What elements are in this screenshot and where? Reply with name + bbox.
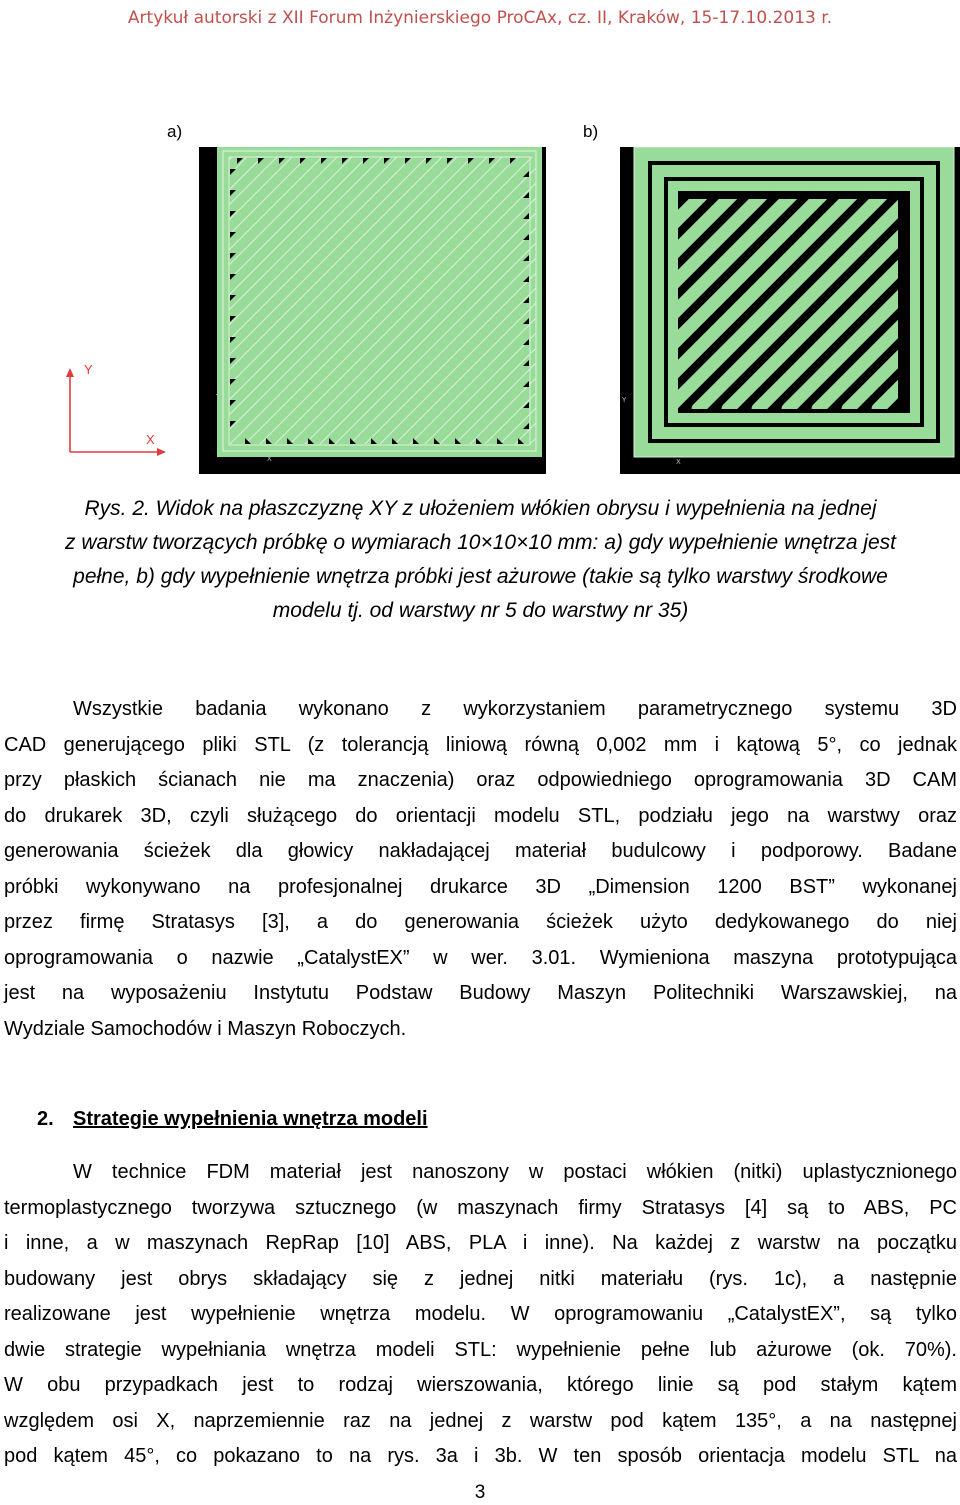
raster-line xyxy=(544,155,546,445)
x-axis-label: X xyxy=(146,432,155,447)
caption-line: modelu tj. od warstwy nr 5 do warstwy nr 35) xyxy=(272,599,689,622)
text-line: CAD generującego pliki STL (z tolerancją liniową równą 0,002 mm i kątową 5°, co jednak xyxy=(4,733,957,756)
text-line: przy płaskich ścianach nie ma znaczenia) oraz odpowiedniego oprogramowania 3D CAM xyxy=(4,769,957,791)
full-fill-toolpath-image xyxy=(199,147,546,474)
text-line: dwie strategie wypełniania wnętrza modeli STL: wypełnienie pełne lub ażurowe (ok. 70%). xyxy=(4,1338,957,1361)
figure-label-b: b) xyxy=(583,122,599,141)
caption-line: Rys. 2. Widok na płaszczyznę XY z ułożeniem włókien obrysu i wypełnienia na jednej xyxy=(84,497,877,520)
caption-line: pełne, b) gdy wypełnienie wnętrza próbki jest ażurowe (takie są tylko warstwy środkowe xyxy=(73,565,888,588)
figure-panel-b-sparse-fill xyxy=(620,147,960,474)
fill-area xyxy=(217,147,542,457)
text-line: przez firmę Stratasys [3], a do generowania ścieżek użyto dedykowanego do niej xyxy=(4,911,957,933)
panel-b-axis-y-label: Y xyxy=(622,396,627,404)
text-line: W technice FDM materiał jest nanoszony w postaci włókien (nitki) uplastycznionego xyxy=(73,1161,957,1183)
text-line: jest na wyposażeniu Instytutu Podstaw Budowy Maszyn Politechniki Warszawskiej, na xyxy=(4,982,957,1004)
text-line: i inne, a w maszynach RepRap [10] ABS, PLA i inne). Na każdej z warstw na początku xyxy=(4,1232,957,1254)
sparse-fill-toolpath-image xyxy=(620,147,960,474)
text-line: do drukarek 3D, czyli służącego do orientacji modelu STL, podziału jego na warstwy oraz xyxy=(4,804,957,827)
running-header: Artykuł autorski z XII Forum Inżynierskiego ProCAx, cz. II, Kraków, 15-17.10.2013 r. xyxy=(127,8,833,28)
panel-b-axis-x-label: X xyxy=(676,458,681,466)
caption-line: z warstw tworzących próbkę o wymiarach 10×10×10 mm: a) gdy wypełnienie wnętrza jest xyxy=(64,531,897,554)
text-line: względem osi X, naprzemiennie raz na jednej z warstw pod kątem 135°, a na następnej xyxy=(4,1409,957,1432)
raster-line xyxy=(199,155,219,445)
text-line: generowania ścieżek dla głowicy nakładającej materiał budulcowy i podporowy. Badane xyxy=(4,840,957,862)
x-axis-arrowhead xyxy=(157,448,166,456)
panel-a-axis-x-label: X xyxy=(267,455,272,463)
section-heading xyxy=(37,1108,428,1131)
panel-a-axis-y-label: Y xyxy=(216,393,221,401)
y-axis-arrowhead xyxy=(66,368,74,377)
xy-axis-indicator xyxy=(60,360,170,460)
figure-caption xyxy=(8,492,953,628)
text-line: budowany jest obrys składający się z jednej nitki materiału (rys. 1c), a następnie xyxy=(4,1267,957,1290)
text-line: pod kątem 45°, co pokazano to na rys. 3a i 3b. W ten sposób orientacja modelu STL na xyxy=(4,1445,957,1467)
text-line: realizowane jest wypełnienie wnętrza modelu. W oprogramowaniu „CatalystEX”, są tylko xyxy=(4,1303,957,1325)
text-line: Wydziale Samochodów i Maszyn Roboczych. xyxy=(4,1017,407,1040)
figure-label-a: a) xyxy=(167,122,183,141)
body-paragraph-1 xyxy=(4,692,957,1047)
page-number: 3 xyxy=(474,1482,486,1503)
figure-panel-a-full-fill xyxy=(199,147,546,474)
text-line: oprogramowania o nazwie „CatalystEX” w wer. 3.01. Wymieniona maszyna prototypująca xyxy=(4,946,957,969)
section-number: 2. xyxy=(37,1108,54,1130)
text-line: próbki wykonywano na profesjonalnej drukarce 3D „Dimension 1200 BST” wykonanej xyxy=(4,875,957,898)
text-line: termoplastycznego tworzywa sztucznego (w maszynach firmy Stratasys [4] są to ABS, PC xyxy=(4,1196,957,1219)
text-line: W obu przypadkach jest to rodzaj wierszowania, którego linie są pod stałym kątem xyxy=(4,1374,957,1396)
text-line: Wszystkie badania wykonano z wykorzystaniem parametrycznego systemu 3D xyxy=(73,698,957,720)
body-paragraph-2 xyxy=(4,1155,957,1475)
y-axis-label: Y xyxy=(84,362,93,377)
section-title: Strategie wypełnienia wnętrza modeli xyxy=(73,1108,428,1130)
